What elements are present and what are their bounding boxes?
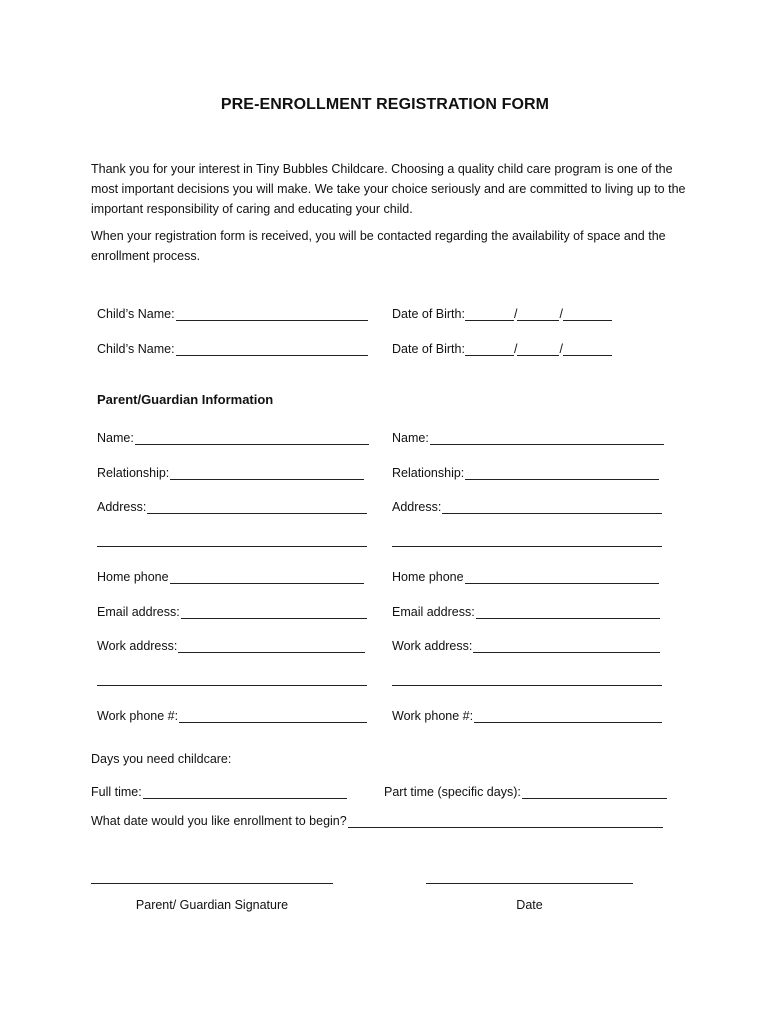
full-time-line[interactable] [143,784,347,799]
home-phone-line[interactable] [170,569,364,584]
parent2-relationship-field[interactable] [392,462,659,480]
parent2-work-address-line-2[interactable] [392,684,662,686]
child-name-line[interactable] [176,341,368,356]
start-date-label: What date would you like enrollment to begin? [91,814,347,828]
dob-year-line[interactable] [563,341,612,356]
parent1-relationship-field[interactable] [97,462,364,480]
dob-slash: / [559,342,563,356]
name-line[interactable] [430,430,664,445]
dob-slash: / [559,307,563,321]
work-phone-line[interactable] [474,708,662,723]
intro-paragraph: Thank you for your interest in Tiny Bubbles Childcare. Choosing a quality child care program is one of the most important decisions you will make. We take your choice seriously and are committed to living up to the important responsibility of caring and educating your child. [91,162,686,216]
parent2-work-phone-field[interactable] [392,705,662,723]
parent2-email-field[interactable] [392,601,660,619]
home-phone-label: Home phone [392,570,464,584]
email-label: Email address: [97,605,180,619]
name-line[interactable] [135,430,369,445]
email-label: Email address: [392,605,475,619]
dob-day-line[interactable] [517,341,559,356]
relationship-label: Relationship: [97,466,170,480]
child-name-field-2[interactable] [97,338,368,356]
name-label: Name: [97,431,134,445]
parent1-name-field[interactable] [97,427,369,445]
parent1-email-field[interactable] [97,601,367,619]
dob-year-line[interactable] [563,306,612,321]
signature-line[interactable] [91,882,333,884]
name-label: Name: [392,431,429,445]
start-date-line[interactable] [348,813,663,828]
enrollment-note: When your registration form is received, you will be contacted regarding the availability of space and the enrollment process. [91,229,666,263]
part-time-field[interactable] [384,781,667,799]
child-name-line[interactable] [176,306,368,321]
parent2-name-field[interactable] [392,427,664,445]
signature-caption: Parent/ Guardian Signature [135,898,289,912]
dob-slash: / [513,307,518,321]
work-phone-line[interactable] [179,708,367,723]
signature-date-line[interactable] [426,882,633,884]
enrollment-start-field[interactable] [91,810,663,828]
days-needed-label: Days you need childcare: [91,752,232,766]
parent1-address-line-2[interactable] [97,545,367,547]
full-time-field[interactable] [91,781,347,799]
parent1-address-field[interactable] [97,496,367,514]
dob-month-line[interactable] [465,306,514,321]
part-time-label: Part time (specific days): [384,785,521,799]
work-phone-label: Work phone #: [97,709,179,723]
parent1-work-address-line-2[interactable] [97,684,367,686]
address-label: Address: [97,500,147,514]
home-phone-label: Home phone [97,570,169,584]
dob-field-1[interactable] [392,303,612,321]
work-address-label: Work address: [97,639,178,653]
work-address-label: Work address: [392,639,473,653]
relationship-line[interactable] [465,465,659,480]
child-name-field-1[interactable] [97,303,368,321]
parent-section-heading: Parent/Guardian Information [97,392,274,407]
child-name-label: Child’s Name: [97,307,175,321]
email-line[interactable] [181,604,367,619]
dob-label: Date of Birth: [392,307,465,321]
work-address-line[interactable] [178,638,365,653]
form-title: PRE-ENROLLMENT REGISTRATION FORM [220,96,550,113]
parent2-address-field[interactable] [392,496,662,514]
date-caption: Date [516,898,543,912]
parent1-home-phone-field[interactable] [97,566,364,584]
dob-slash: / [513,342,518,356]
parent1-work-phone-field[interactable] [97,705,367,723]
dob-label: Date of Birth: [392,342,465,356]
relationship-label: Relationship: [392,466,465,480]
dob-field-2[interactable] [392,338,612,356]
relationship-line[interactable] [170,465,364,480]
dob-day-line[interactable] [517,306,559,321]
parent2-home-phone-field[interactable] [392,566,659,584]
address-line[interactable] [442,499,662,514]
home-phone-line[interactable] [465,569,659,584]
work-address-line[interactable] [473,638,660,653]
address-label: Address: [392,500,442,514]
parent2-address-line-2[interactable] [392,545,662,547]
address-line[interactable] [147,499,367,514]
work-phone-label: Work phone #: [392,709,474,723]
email-line[interactable] [476,604,660,619]
part-time-line[interactable] [522,784,667,799]
child-name-label: Child’s Name: [97,342,175,356]
full-time-label: Full time: [91,785,142,799]
dob-month-line[interactable] [465,341,514,356]
parent2-work-address-field[interactable] [392,635,660,653]
parent1-work-address-field[interactable] [97,635,365,653]
